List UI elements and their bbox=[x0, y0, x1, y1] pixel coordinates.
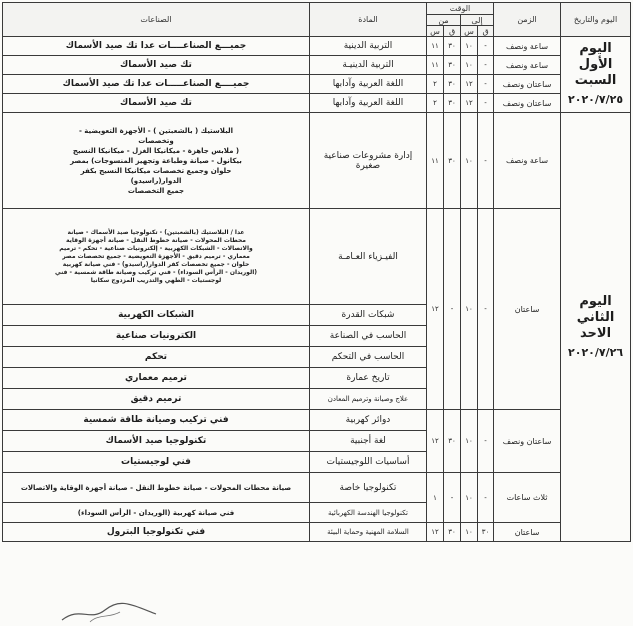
duration-cell: ساعتان bbox=[494, 523, 561, 542]
to-q-cell: - bbox=[478, 56, 494, 75]
subject-line: صغيرة bbox=[355, 160, 381, 171]
table-row bbox=[3, 56, 631, 75]
duration-cell: ساعة ونصف bbox=[494, 37, 561, 56]
table-row bbox=[3, 410, 631, 431]
spec-cell: جميـــع الصناعــــات عدا تك صيد الأسماك bbox=[3, 37, 310, 56]
from-s-cell: ٢ bbox=[427, 75, 444, 94]
spec-line: جميع التخصصات bbox=[127, 186, 185, 195]
spec-cell: تكنولوجيا صيد الأسماك bbox=[3, 431, 310, 452]
to-q-cell: - bbox=[478, 209, 494, 410]
header-from-q: ق bbox=[444, 26, 461, 37]
to-s-cell: ١٢ bbox=[461, 94, 478, 113]
to-q-cell: - bbox=[478, 75, 494, 94]
spec-line: (الوريدان - الرأس السوداء) - فني تركيب وصيانة طاقة شمسية - فني bbox=[55, 268, 257, 276]
duration-cell: ساعة ونصف bbox=[494, 56, 561, 75]
table-row bbox=[3, 113, 631, 209]
spec-cell: صيانة محطات المحولات - صيانة خطوط النقل - صيانة أجهزة الوقاية والاتصالات bbox=[3, 473, 310, 503]
day2-date: ٢٠٢٠/٧/٢٦ bbox=[568, 345, 624, 359]
to-s-cell: ١٠ bbox=[461, 209, 478, 410]
subject-cell: اللغة العربية وآدابها bbox=[310, 94, 427, 113]
signature-scribble-icon bbox=[60, 600, 160, 624]
spec-cell: فني صيانة كهربية (الوريدان - الرأس السوداء) bbox=[3, 503, 310, 523]
subject-cell: أساسيات اللوجيستيات bbox=[310, 452, 427, 473]
from-q-cell: ٣٠ bbox=[444, 113, 461, 209]
spec-line: البلاستيك ( بالشعبتين ) - الأجهزة التعويضية - bbox=[78, 126, 234, 135]
from-s-cell: ١٢ bbox=[427, 523, 444, 542]
subject-cell: علاج وصيانة وترميم المعادن bbox=[310, 389, 427, 410]
subject-cell: شبكات القدرة bbox=[310, 305, 427, 326]
from-s-cell: ١٢ bbox=[427, 209, 444, 410]
duration-cell: ساعتان ونصف bbox=[494, 75, 561, 94]
spec-cell: فني تكنولوجيا البترول bbox=[3, 523, 310, 542]
spec-line: عدا / البلاستيك (بالشعبتين) - تكنولوجيا صيد الأسماك - صيانة bbox=[67, 228, 245, 236]
subject-cell: الفيـزياء العـامـة bbox=[310, 209, 427, 305]
from-q-cell: ٣٠ bbox=[444, 37, 461, 56]
header-subject: المادة bbox=[310, 3, 427, 37]
spec-cell: ترميم معماري bbox=[3, 368, 310, 389]
table-row bbox=[3, 523, 631, 542]
to-s-cell: ١٠ bbox=[461, 410, 478, 473]
to-q-cell: - bbox=[478, 473, 494, 523]
from-s-cell: ١ bbox=[427, 473, 444, 523]
header-to: إلى bbox=[461, 15, 494, 26]
from-s-cell: ١٢ bbox=[427, 410, 444, 473]
to-q-cell: - bbox=[478, 94, 494, 113]
spec-line: محطات المحولات - صيانة خطوط النقل - صيانة أجهزة الوقاية bbox=[66, 236, 246, 244]
to-q-cell: - bbox=[478, 37, 494, 56]
spec-cell: فني لوجيستيات bbox=[3, 452, 310, 473]
header-from-s: س bbox=[427, 26, 444, 37]
duration-cell: ثلاث ساعات bbox=[494, 473, 561, 523]
from-s-cell: ١١ bbox=[427, 37, 444, 56]
header-to-q: ق bbox=[478, 26, 494, 37]
from-q-cell: ٣٠ bbox=[444, 410, 461, 473]
from-q-cell: ٣٠ bbox=[444, 523, 461, 542]
subject-cell: تاريخ عمارة bbox=[310, 368, 427, 389]
spec-cell: ترميم دقيق bbox=[3, 389, 310, 410]
from-q-cell: - bbox=[444, 209, 461, 410]
to-s-cell: ١٠ bbox=[461, 37, 478, 56]
to-s-cell: ١٠ bbox=[461, 113, 478, 209]
spec-line: حلوان - جميع تخصصات كفر الدوار(راسيدو) - فني صيانة كهربية bbox=[62, 260, 250, 268]
from-s-cell: ١١ bbox=[427, 56, 444, 75]
to-q-cell: - bbox=[478, 113, 494, 209]
header-time: الوقت bbox=[427, 3, 494, 15]
to-s-cell: ١٢ bbox=[461, 75, 478, 94]
day2-name: اليوم الثاني bbox=[576, 293, 615, 325]
subject-cell: اللغة العربية وآدابها bbox=[310, 75, 427, 94]
subject-cell: لغة أجنبية bbox=[310, 431, 427, 452]
duration-cell: ساعتان bbox=[494, 209, 561, 410]
table-row bbox=[3, 473, 631, 503]
spec-line: بيكانول - صيانة وطباعة وتجهيز المنسوجات) بمصر bbox=[70, 156, 242, 165]
table-row bbox=[3, 209, 631, 305]
duration-cell: ساعتان ونصف bbox=[494, 410, 561, 473]
day1-weekday: السبت bbox=[574, 73, 617, 88]
header-duration: الزمن bbox=[494, 3, 561, 37]
to-q-cell: - bbox=[478, 410, 494, 473]
spec-cell: تك صيد الأسماك bbox=[3, 56, 310, 75]
spec-line: معماري - ترميم دقيق - الأجهزة التعويضية - جميع تخصصات مصر bbox=[62, 252, 250, 260]
subject-cell: تكنولوجيا خاصة bbox=[310, 473, 427, 503]
subject-cell: الحاسب في الصناعة bbox=[310, 326, 427, 347]
subject-cell: التربية الدينيـة bbox=[310, 56, 427, 75]
to-s-cell: ١٠ bbox=[461, 473, 478, 523]
table-row bbox=[3, 37, 631, 56]
from-q-cell: - bbox=[444, 473, 461, 523]
from-s-cell: ٢ bbox=[427, 94, 444, 113]
header-from: من bbox=[427, 15, 461, 26]
day2-weekday: الاحد bbox=[580, 325, 612, 341]
subject-cell: دوائر كهربية bbox=[310, 410, 427, 431]
spec-cell bbox=[3, 113, 310, 209]
exam-schedule-table bbox=[2, 2, 631, 542]
to-s-cell: ١٠ bbox=[461, 56, 478, 75]
from-q-cell: ٣٠ bbox=[444, 94, 461, 113]
spec-cell: الشبكات الكهربية bbox=[3, 305, 310, 326]
subject-cell: تكنولوجيا الهندسة الكهربائية bbox=[310, 503, 427, 523]
table-row bbox=[3, 94, 631, 113]
day2-cell bbox=[561, 113, 631, 542]
duration-cell: ساعة ونصف bbox=[494, 113, 561, 209]
spec-cell: تك صيد الأسماك bbox=[3, 94, 310, 113]
subject-cell: الحاسب في التحكم bbox=[310, 347, 427, 368]
spec-line: والاتصالات - الشبكات الكهربية - إلكترونيات صناعية - تحكم - ترميم bbox=[59, 244, 253, 252]
header-day-date: اليوم والتاريخ bbox=[561, 3, 631, 37]
to-s-cell: ١٠ bbox=[461, 523, 478, 542]
subject-cell: التربية الدينية bbox=[310, 37, 427, 56]
spec-line: الدوار(راسيدو) bbox=[130, 176, 182, 185]
from-s-cell: ١١ bbox=[427, 113, 444, 209]
spec-line: لوجستيات - الطهي والتدريب المزدوج سكانيا bbox=[90, 276, 222, 284]
to-q-cell: ٣٠ bbox=[478, 523, 494, 542]
header-specializations: الصناعات bbox=[3, 3, 310, 37]
day1-name: اليوم الأول bbox=[578, 41, 613, 72]
spec-cell: الكترونيات صناعية bbox=[3, 326, 310, 347]
spec-cell bbox=[3, 209, 310, 305]
day1-cell bbox=[561, 37, 631, 113]
spec-line: وتخصصات bbox=[138, 136, 174, 145]
subject-cell: السلامة المهنية وحماية البيئة bbox=[310, 523, 427, 542]
spec-line: ( ملابس جاهزة - ميكانيكا الغزل - ميكانيكا النسيج bbox=[72, 146, 240, 155]
table-row bbox=[3, 75, 631, 94]
spec-line: حلوان وجميع تخصصات ميكانيكا النسيج بكفر bbox=[80, 166, 232, 175]
from-q-cell: ٣٠ bbox=[444, 56, 461, 75]
duration-cell: ساعتان ونصف bbox=[494, 94, 561, 113]
subject-line: إدارة مشروعات صناعية bbox=[323, 150, 413, 161]
spec-cell: فني تركيب وصيانة طاقة شمسية bbox=[3, 410, 310, 431]
from-q-cell: ٣٠ bbox=[444, 75, 461, 94]
spec-cell: تحكم bbox=[3, 347, 310, 368]
header-to-s: س bbox=[461, 26, 478, 37]
subject-cell bbox=[310, 113, 427, 209]
day1-date: ٢٠٢٠/٧/٢٥ bbox=[568, 93, 624, 106]
spec-cell: جميــــع الصناعـــــات عدا تك صيد الأسماك bbox=[3, 75, 310, 94]
